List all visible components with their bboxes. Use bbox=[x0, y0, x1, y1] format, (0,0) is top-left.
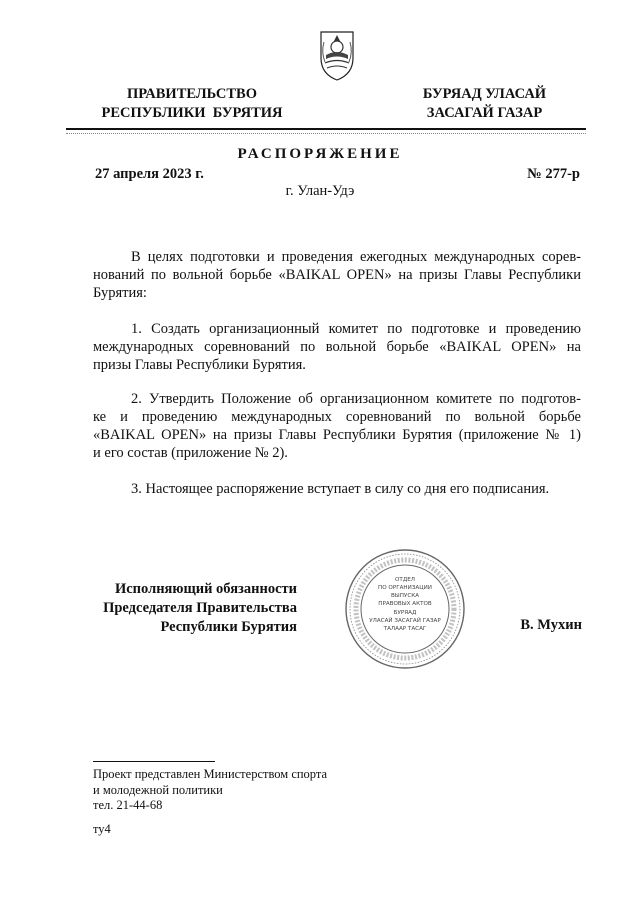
header-left-line2: РЕСПУБЛИКИ БУРЯТИЯ bbox=[101, 105, 283, 121]
signatory-title-line3: Республики Бурятия bbox=[160, 619, 297, 635]
header-right-line2: ЗАСАГАЙ ГАЗАР bbox=[426, 105, 543, 121]
seal-text-line: ОТДЕЛ bbox=[395, 577, 415, 583]
document-number: № 277-р bbox=[527, 166, 580, 182]
item-2-paragraph bbox=[93, 390, 581, 462]
intro-paragraph bbox=[93, 248, 581, 302]
header-dotted-rule bbox=[66, 133, 586, 134]
text-line: Бурятия: bbox=[93, 285, 147, 301]
text-line: «BAIKAL OPEN» на призы Главы Республики Бурятия (приложение № 1) bbox=[93, 427, 581, 443]
signatory-title bbox=[82, 580, 297, 637]
signatory-title-line2: Председателя Правительства bbox=[103, 600, 297, 616]
document-date: 27 апреля 2023 г. bbox=[95, 166, 204, 182]
text-line: 1. Создать организационный комитет по подготовке и проведению bbox=[131, 321, 581, 337]
document-city: г. Улан-Удэ bbox=[285, 183, 355, 199]
document-type: РАСПОРЯЖЕНИЕ bbox=[237, 146, 403, 162]
header-right-line1: БУРЯАД УЛАСАЙ bbox=[422, 86, 547, 102]
footnote-line1: Проект представлен Министерством спорта bbox=[93, 767, 328, 781]
header-left-line1: ПРАВИТЕЛЬСТВО bbox=[127, 86, 257, 102]
signatory-name: В. Мухин bbox=[520, 617, 582, 633]
seal-text-line: ПО ОРГАНИЗАЦИИ bbox=[378, 585, 432, 591]
seal-text-line: УЛАСАЙ ЗАСАГАЙ ГАЗАР bbox=[369, 618, 441, 624]
seal-text-line: ПРАВОВЫХ АКТОВ bbox=[378, 601, 432, 607]
coat-of-arms-icon bbox=[317, 28, 357, 82]
footnote-line2: и молодежной политики bbox=[93, 782, 223, 797]
official-seal-icon bbox=[344, 548, 466, 670]
document-code: ту4 bbox=[93, 822, 111, 836]
seal-text-line: БУРЯАД bbox=[393, 610, 417, 616]
text-line: 2. Утвердить Положение об организационном комитете по подготов- bbox=[131, 391, 581, 407]
seal-text-line: ВЫПУСКА bbox=[390, 593, 420, 599]
signatory-title-line1: Исполняющий обязанности bbox=[114, 581, 297, 597]
text-line: 3. Настоящее распоряжение вступает в силу со дня его подписания. bbox=[131, 481, 550, 497]
header-right bbox=[412, 85, 557, 123]
text-line: призы Главы Республики Бурятия. bbox=[93, 357, 306, 373]
text-line: и его состав (приложение № 2). bbox=[93, 445, 288, 461]
item-3-paragraph bbox=[93, 480, 581, 498]
footnote-phone: тел. 21-44-68 bbox=[93, 798, 163, 812]
text-line: В целях подготовки и проведения ежегодных международных сорев- bbox=[131, 249, 581, 265]
footnote-rule bbox=[93, 761, 215, 762]
header-rule bbox=[66, 128, 586, 130]
header-left bbox=[92, 85, 292, 123]
text-line: ке и проведению международных соревнований по вольной борьбе bbox=[93, 409, 581, 425]
item-1-paragraph bbox=[93, 320, 581, 374]
text-line: нований по вольной борьбе «BAIKAL OPEN» на призы Главы Республики bbox=[93, 267, 581, 283]
footnote bbox=[93, 767, 393, 814]
text-line: международных соревнований по вольной борьбе «BAIKAL OPEN» на bbox=[93, 339, 581, 355]
seal-text-line: ТАЛААР ТАСАГ bbox=[383, 626, 427, 632]
